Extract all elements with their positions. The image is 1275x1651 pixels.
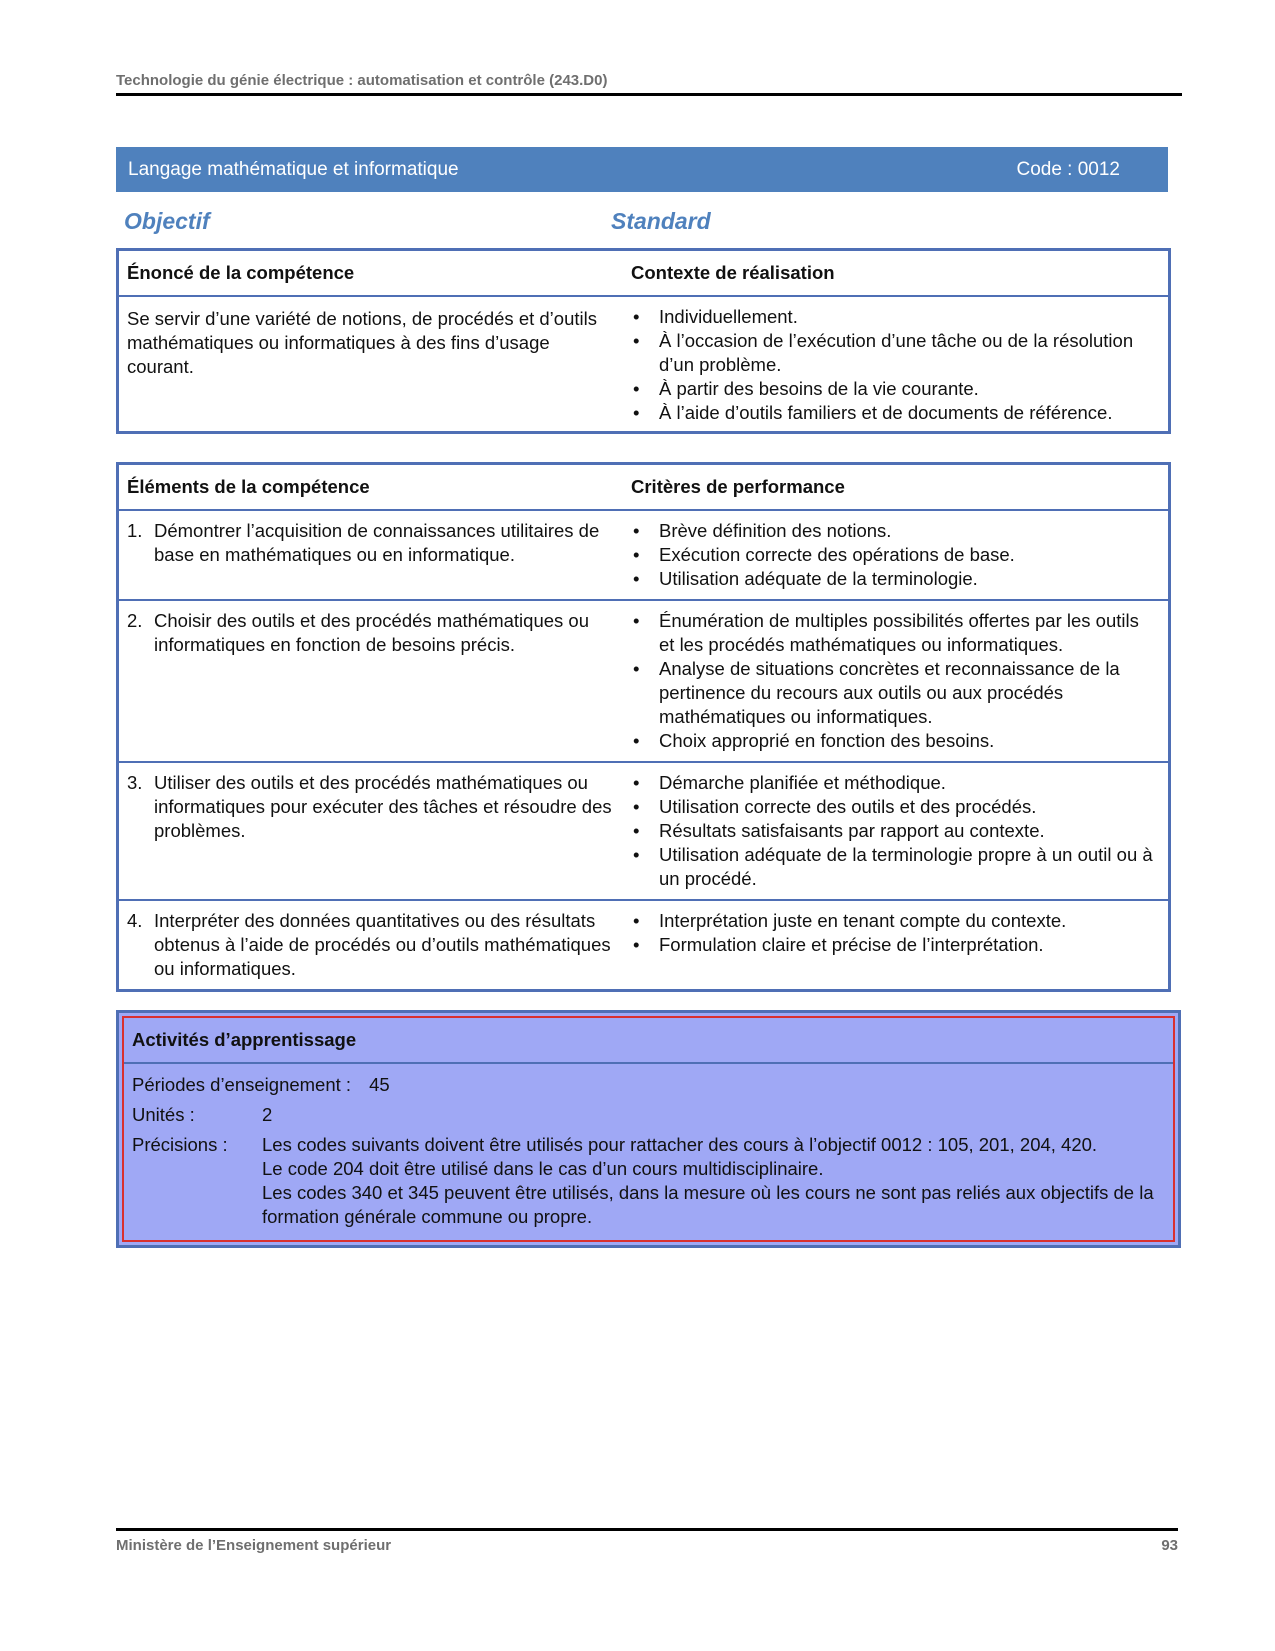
periodes-row — [124, 1070, 1173, 1100]
section-objectif: Objectif — [124, 208, 210, 234]
list-item: • Utilisation adéquate de la terminologie propre à un outil ou à un procédé. — [631, 843, 1158, 891]
element-text: Choisir des outils et des procédés mathématiques ou informatiques en fonction de besoins précis. — [154, 610, 589, 655]
element-number: 1. — [127, 520, 143, 541]
precisions-label: Précisions : — [132, 1134, 228, 1155]
list-item: • Utilisation adéquate de la terminologie. — [631, 567, 1158, 591]
unites-label: Unités : — [132, 1104, 195, 1125]
list-item: • À l’aide d’outils familiers et de documents de référence. — [631, 401, 1158, 425]
list-item: • Formulation claire et précise de l’interprétation. — [631, 933, 1158, 957]
running-header: Technologie du génie électrique : automatisation et contrôle (243.D0) — [116, 72, 1182, 96]
activities-box — [116, 1010, 1181, 1248]
running-footer — [116, 1528, 1178, 1554]
enonce-text: Se servir d’une variété de notions, de procédés et d’outils mathématiques ou informatiques à des fins d’usage courant. — [127, 308, 597, 377]
element-text: Interpréter des données quantitatives ou des résultats obtenus à l’aide de procédés ou d’outils mathématiques ou informatiques. — [154, 910, 611, 979]
element-number: 4. — [127, 910, 143, 931]
criteres-header: Critères de performance — [623, 464, 1170, 511]
competency-name: Langage mathématique et informatique — [128, 159, 459, 180]
contexte-list — [631, 305, 1158, 425]
activities-title: Activités d’apprentissage — [124, 1018, 1173, 1064]
section-standard: Standard — [611, 208, 711, 234]
list-item: • À l’occasion de l’exécution d’une tâche ou de la résolution d’un problème. — [631, 329, 1158, 377]
footer-ministry: Ministère de l’Enseignement supérieur — [116, 1537, 392, 1554]
enonce-header: Énoncé de la compétence — [118, 250, 624, 297]
page-number: 93 — [1161, 1537, 1178, 1554]
table-row — [118, 510, 1170, 600]
element-text: Démontrer l’acquisition de connaissances utilitaires de base en mathématiques ou en informatique. — [154, 520, 600, 565]
precisions-row — [124, 1130, 1173, 1232]
table-row — [118, 600, 1170, 762]
competency-code: Code : 0012 — [1016, 159, 1120, 180]
competency-title-band — [116, 147, 1168, 192]
list-item: • Interprétation juste en tenant compte du contexte. — [631, 909, 1158, 933]
precision-line: Les codes 340 et 345 peuvent être utilisés, dans la mesure où les cours ne sont pas reliés aux objectifs de la formation générale commune ou propre. — [262, 1182, 1154, 1227]
precision-line: Les codes suivants doivent être utilisés pour rattacher des cours à l’objectif 0012 : 105, 201, 204, 420. — [262, 1134, 1098, 1155]
list-item: • Démarche planifiée et méthodique. — [631, 771, 1158, 795]
list-item: • Analyse de situations concrètes et reconnaissance de la pertinence du recours aux outils ou aux procédés mathématiques ou informatiques. — [631, 657, 1158, 729]
competence-table — [116, 248, 1171, 434]
table-row — [118, 762, 1170, 900]
list-item: • Utilisation correcte des outils et des procédés. — [631, 795, 1158, 819]
elements-table — [116, 462, 1171, 992]
list-item: • Individuellement. — [631, 305, 1158, 329]
element-number: 3. — [127, 772, 143, 793]
unites-row — [124, 1100, 1173, 1130]
list-item: • Choix approprié en fonction des besoins. — [631, 729, 1158, 753]
periodes-label: Périodes d’enseignement : — [132, 1074, 352, 1095]
element-number: 2. — [127, 610, 143, 631]
contexte-header: Contexte de réalisation — [623, 250, 1170, 297]
unites-value: 2 — [262, 1104, 273, 1125]
table-row — [118, 900, 1170, 991]
list-item: • Brève définition des notions. — [631, 519, 1158, 543]
elements-header: Éléments de la compétence — [118, 464, 624, 511]
list-item: • À partir des besoins de la vie courante. — [631, 377, 1158, 401]
precision-line: Le code 204 doit être utilisé dans le cas d’un cours multidisciplinaire. — [262, 1158, 824, 1179]
list-item: • Exécution correcte des opérations de base. — [631, 543, 1158, 567]
element-text: Utiliser des outils et des procédés mathématiques ou informatiques pour exécuter des tâches et résoudre des problèmes. — [154, 772, 612, 841]
list-item: • Énumération de multiples possibilités offertes par les outils et les procédés mathématiques ou informatiques. — [631, 609, 1158, 657]
periodes-value: 45 — [369, 1074, 390, 1095]
list-item: • Résultats satisfaisants par rapport au contexte. — [631, 819, 1158, 843]
